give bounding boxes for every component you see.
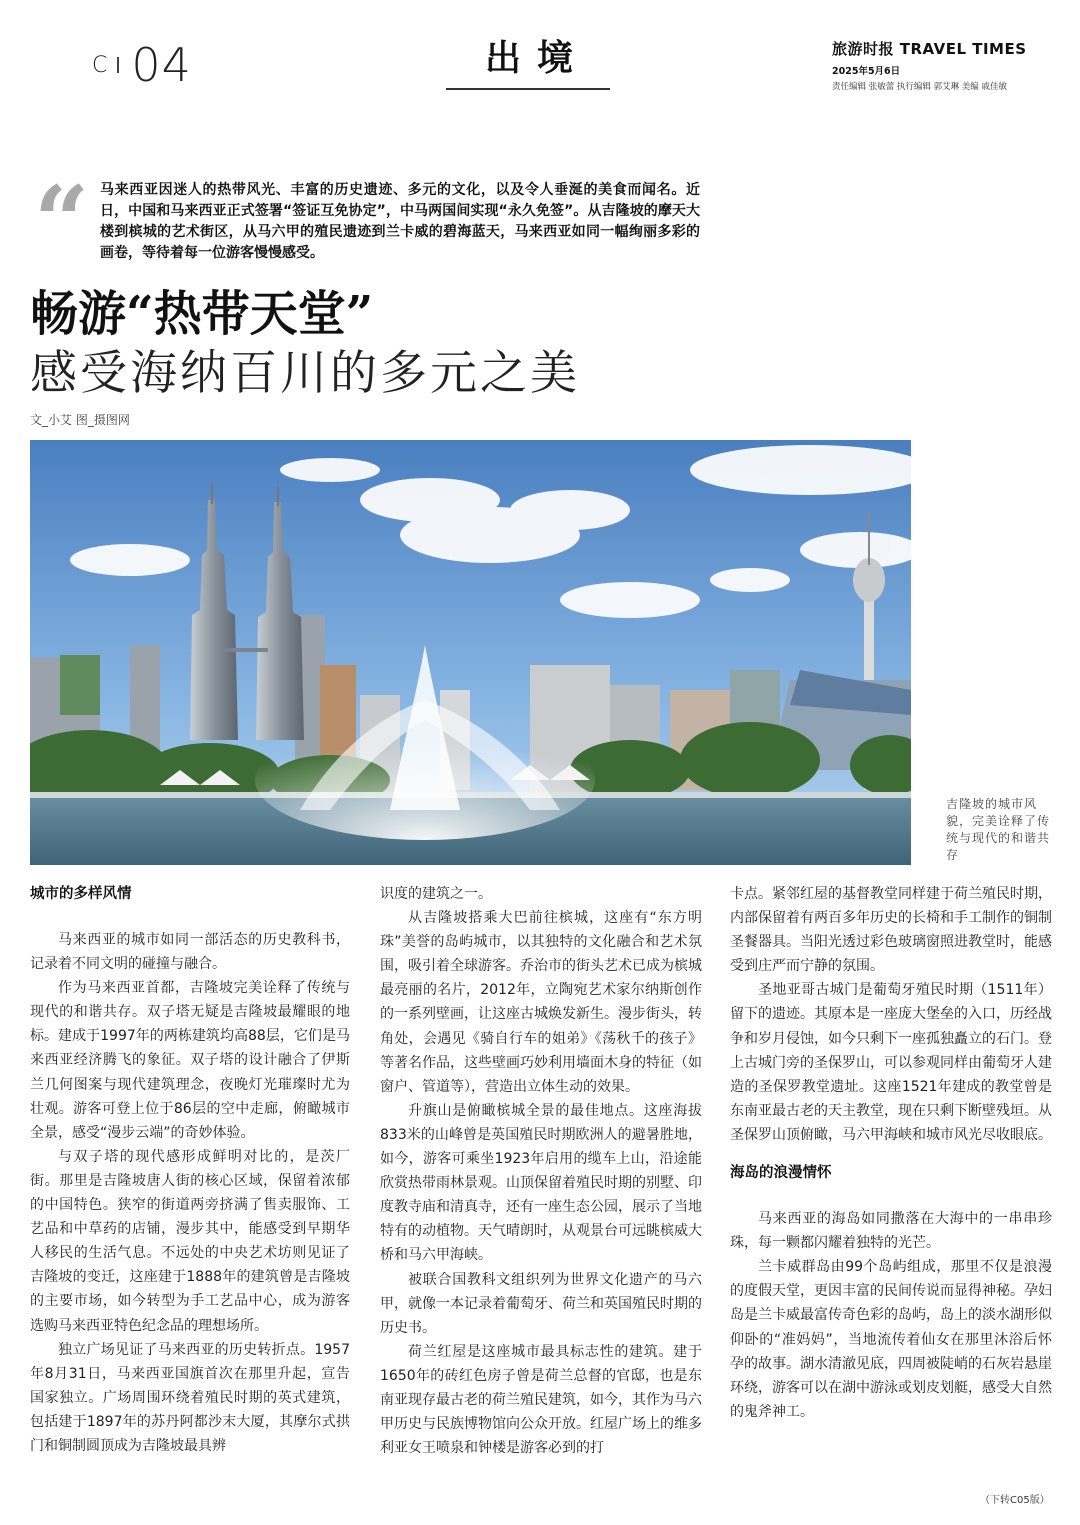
paragraph: 从吉隆坡搭乘大巴前往槟城，这座有“东方明珠”美誉的岛屿城市，以其独特的文化融合和艺术氛围，吸引着全球游客。乔治市的街头艺术已成为槟城最亮丽的名片，2012年，立陶宛艺术家尔纳斯创作的一系列壁画，让这座古城焕发新生。漫步街头，转角处，会遇见《骑自行车的姐弟》《荡秋千的孩子》等著名作品，这些壁画巧妙利用墙面木身的特征（如窗户、管道等），营造出立体生动的效果。 [380, 910, 702, 1095]
page-number-divider [117, 57, 119, 73]
headline: 畅游“热带天堂” [30, 286, 374, 342]
section-heading-cities: 城市的多样风情 [30, 886, 132, 902]
lead-paragraph: 马来西亚因迷人的热带风光、丰富的历史遗迹、多元的文化，以及令人垂涎的美食而闻名。近日，中国和马来西亚正式签署“签证互免协定”，中马两国间实现“永久免签”。从吉隆坡的摩天大楼到槟城的艺术街区，从马六甲的殖民遗迹到兰卡威的碧海蓝天，马来西亚如同一幅绚丽多彩的画卷，等待着每一位游客慢慢感受。 [100, 182, 700, 261]
byline: 文_小艾 图_摄图网 [30, 413, 130, 427]
kuala-lumpur-skyline-photo [30, 440, 911, 865]
issue-date: 2025年5月6日 [832, 66, 901, 77]
body-column-1 [30, 882, 350, 1458]
paragraph: 独立广场见证了马来西亚的历史转折点。1957年8月31日，马来西亚国旗首次在那里升起，宣告国家独立。广场周围环绕着殖民时期的英式建筑，包括建于1897年的苏丹阿都沙末大厦，其摩尔式拱门和铜制圆顶成为吉隆坡最具辨 [30, 1341, 350, 1454]
page-number [92, 40, 192, 90]
body-column-2 [380, 882, 702, 1460]
section-heading-islands: 海岛的浪漫情怀 [730, 1165, 832, 1182]
paragraph: 升旗山是俯瞰槟城全景的最佳地点。这座海拔833米的山峰曾是英国殖民时期欧洲人的避暑胜地，如今，游客可乘坐1923年启用的缆车上山，沿途能欣赏热带雨林景观。山顶保留着殖民时期的别墅、印度教寺庙和清真寺，还有一座生态公园，展示了当地特有的动植物。天气晴朗时，从观景台可远眺槟威大桥和马六甲海峡。 [380, 1102, 702, 1264]
newspaper-brand: 旅游时报 TRAVEL TIMES [832, 40, 1027, 58]
paragraph: 兰卡威群岛由99个岛屿组成，那里不仅是浪漫的度假天堂，更因丰富的民间传说而显得神秘。孕妇岛是兰卡威最富传奇色彩的岛屿，岛上的淡水湖形似仰卧的“准妈妈”，当地流传着仙女在那里沐浴后怀孕的故事。湖水清澈见底，四周被陡峭的石灰岩悬崖环绕，游客可以在湖中游泳或划皮划艇，感受大自然的鬼斧神工。 [730, 1259, 1052, 1420]
paragraph: 马来西亚的海岛如同撒落在大海中的一串串珍珠，每一颗都闪耀着独特的光芒。 [730, 1211, 1052, 1252]
paragraph: 作为马来西亚首都，吉隆坡完美诠释了传统与现代的和谐共存。双子塔无疑是吉隆坡最耀眼的地标。建成于1997年的两栋建筑均高88层，它们是马来西亚经济腾飞的象征。双子塔的设计融合了伊斯兰几何图案与现代建筑理念，夜晚灯光璀璨时尤为壮观。游客可登上位于86层的空中走廊，俯瞰城市全景，感受“漫步云端”的奇妙体验。 [30, 980, 350, 1141]
paragraph: 被联合国教科文组织列为世界文化遗产的马六甲，就像一本记录着葡萄牙、荷兰和英国殖民时期的历史书。 [380, 1271, 702, 1336]
editor-credits: 责任编辑 张敏蕾 执行编辑 郭艾琳 美编 戚佳敏 [832, 82, 1008, 92]
paragraph: 荷兰红屋是这座城市最具标志性的建筑。建于1650年的砖红色房子曾是荷兰总督的官邸，也是东南亚现存最古老的荷兰殖民建筑，如今，其作为马六甲历史与民族博物馆向公众开放。红屋广场上的维多利亚女王喷泉和钟楼是游客必到的打 [380, 1343, 702, 1457]
paragraph: 识度的建筑之一。 [380, 886, 492, 902]
paragraph: 马来西亚的城市如同一部活态的历史教科书，记录着不同文明的碰撞与融合。 [30, 932, 350, 973]
subheadline: 感受海纳百川的多元之美 [30, 346, 580, 401]
quote-mark-icon: “ [34, 165, 90, 278]
paragraph: 卡点。紧邻红屋的基督教堂同样建于荷兰殖民时期，内部保留着有两百多年历史的长椅和手工制作的铜制圣餐器具。当阳光透过彩色玻璃窗照进教堂时，能感受到庄严而宁静的氛围。 [730, 886, 1052, 975]
photo-caption: 吉隆坡的城市风貌，完美诠释了传统与现代的和谐共存 [946, 797, 1051, 862]
body-column-3 [730, 882, 1052, 1424]
paragraph: 圣地亚哥古城门是葡萄牙殖民时期（1511年）留下的遗迹。其原本是一座庞大堡垒的入口，历经战争和岁月侵蚀，如今只剩下一座孤独矗立的石门。登上古城门旁的圣保罗山，可以参观同样由葡萄牙人建造的圣保罗教堂遗址。这座1521年建成的教堂曾是东南亚最古老的天主教堂，现在只剩下断壁残垣。从圣保罗山顶俯瞰，马六甲海峡和城市风光尽收眼底。 [730, 982, 1052, 1143]
page-letter: C [92, 52, 108, 78]
paragraph: 与双子塔的现代感形成鲜明对比的，是茨厂街。那里是吉隆坡唐人街的核心区域，保留着浓郁的中国特色。狭窄的街道两旁挤满了售卖服饰、工艺品和中草药的店铺，漫步其中，能感受到早期华人移民的生活气息。不远处的中央艺术坊则见证了吉隆坡的变迁，这座建于1888年的建筑曾是吉隆坡的主要市场，如今转型为手工艺品中心，成为游客选购马来西亚特色纪念品的理想场所。 [30, 1148, 350, 1334]
continued-note: （下转C05版） [980, 1495, 1050, 1506]
page-number-value: 04 [131, 38, 192, 92]
masthead [832, 38, 1032, 92]
section-title-underline [446, 88, 610, 90]
section-title: 出境 [484, 38, 589, 79]
